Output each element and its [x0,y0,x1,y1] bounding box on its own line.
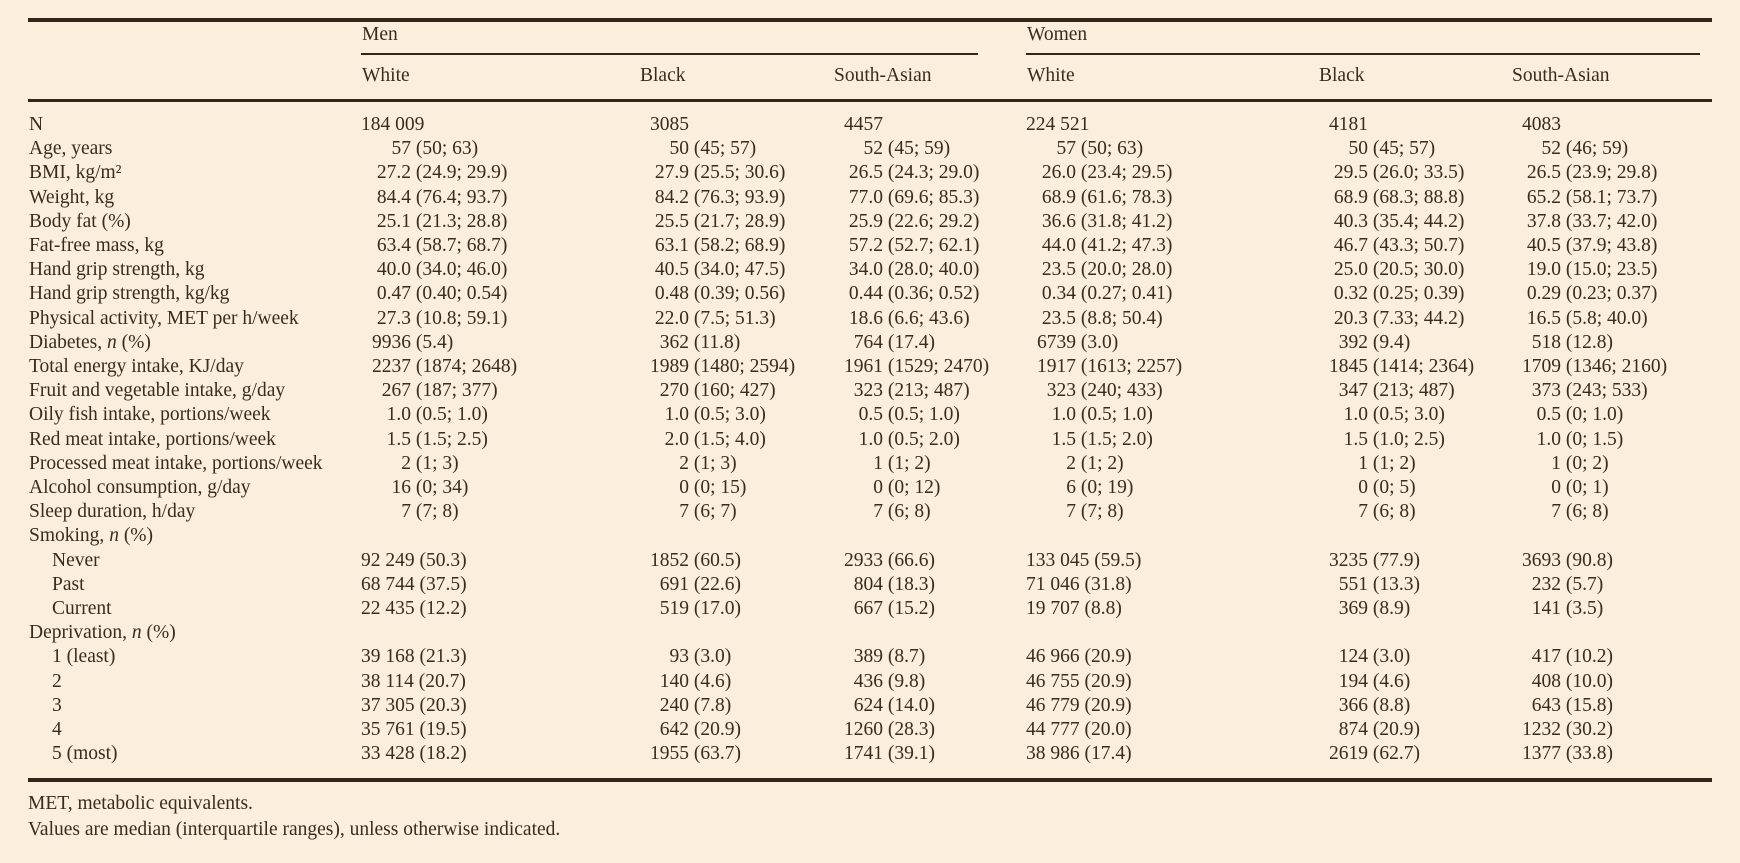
value-cell: 68 744 (37.5) [361,573,467,595]
value-cell: 2619 (62.7) [1329,743,1420,765]
column-header-men-white: White [361,55,639,101]
value-cell: 2933 (66.6) [844,549,935,571]
value-cell: 874 (20.9) [1338,719,1420,741]
value-cell: 27.3 (10.8; 59.1) [376,307,508,329]
value-cell: 44.0 (41.2; 47.3) [1041,235,1173,257]
value-cell: 1 (1; 2) [873,452,931,474]
value-cell: 25.0 (20.5; 30.0) [1333,259,1465,281]
value-cell: 0.47 (0.40; 0.54) [376,283,508,305]
table-row [28,742,1712,780]
value-cell: 1.5 (1.0; 2.5) [1343,428,1445,450]
value-cell: 551 (13.3) [1338,573,1420,595]
value-cell: 1.0 (0.5; 2.0) [858,428,960,450]
value-cell: 240 (7.8) [659,694,732,716]
table-row [28,500,1712,524]
row-label: Physical activity, MET per h/week [29,307,299,329]
value-cell: 0 (0; 12) [873,477,941,499]
column-header-women-south-asian: South-Asian [1511,55,1712,101]
baseline-characteristics-table [28,18,1712,782]
value-cell: 52 (45; 59) [863,138,951,160]
value-cell: 389 (8.7) [853,646,926,668]
group-header-men [361,20,1026,55]
table-row [28,597,1712,621]
value-cell: 184 009 [361,114,425,135]
table-row [28,718,1712,742]
table-row [28,234,1712,258]
value-cell: 9936 (5.4) [372,331,454,353]
column-header-women-black: Black [1318,55,1511,101]
value-cell [833,621,1026,645]
value-cell: 0.44 (0.36; 0.52) [848,283,980,305]
value-cell: 1.0 (0.5; 3.0) [664,404,766,426]
value-cell: 1.0 (0.5; 1.0) [1051,404,1153,426]
value-cell: 57 (50; 63) [1056,138,1144,160]
value-cell: 57.2 (52.7; 62.1) [848,235,980,257]
value-cell: 50 (45; 57) [1348,138,1436,160]
row-label: Smoking, n (%) [29,525,154,547]
value-cell: 7 (6; 8) [873,501,931,523]
value-cell: 7 (6; 7) [679,501,737,523]
value-cell: 1260 (28.3) [844,719,935,741]
value-cell: 68.9 (61.6; 78.3) [1041,186,1173,208]
value-cell: 3085 [650,114,689,135]
value-cell: 4457 [844,114,883,135]
value-cell: 40.5 (34.0; 47.5) [654,259,786,281]
value-cell: 624 (14.0) [853,694,935,716]
value-cell: 7 (6; 8) [1358,501,1416,523]
value-cell: 34.0 (28.0; 40.0) [848,259,980,281]
value-cell: 0 (0; 5) [1358,477,1416,499]
value-cell [1511,524,1712,548]
value-cell [833,524,1026,548]
value-cell: 63.1 (58.2; 68.9) [654,235,786,257]
value-cell: 26.5 (23.9; 29.8) [1526,162,1658,184]
value-cell: 37 305 (20.3) [361,694,467,716]
row-label: BMI, kg/m² [29,162,122,184]
value-cell: 0.5 (0.5; 1.0) [858,404,960,426]
value-cell: 133 045 (59.5) [1026,549,1142,571]
value-cell: 140 (4.6) [659,670,732,692]
value-cell: 667 (15.2) [853,598,935,620]
value-cell: 7 (7; 8) [401,501,459,523]
value-cell: 764 (17.4) [853,331,935,353]
value-cell [361,524,639,548]
value-cell: 46 755 (20.9) [1026,670,1132,692]
value-cell [639,524,833,548]
value-cell: 23.5 (8.8; 50.4) [1041,307,1163,329]
value-cell: 52 (46; 59) [1541,138,1629,160]
column-header-row [28,55,1712,101]
row-label: N [29,114,44,135]
value-cell: 2 (1; 2) [1066,452,1124,474]
value-cell: 1961 (1529; 2470) [844,356,990,378]
table-row [28,379,1712,403]
value-cell: 194 (4.6) [1338,670,1411,692]
value-cell: 77.0 (69.6; 85.3) [848,186,980,208]
footnotes [28,791,1712,843]
value-cell: 16 (0; 34) [391,477,469,499]
value-cell: 124 (3.0) [1338,646,1411,668]
table-row [28,331,1712,355]
value-cell: 19 707 (8.8) [1026,598,1122,620]
value-cell: 29.5 (26.0; 33.5) [1333,162,1465,184]
value-cell: 2237 (1874; 2648) [372,356,518,378]
value-cell [1318,524,1511,548]
value-cell: 1852 (60.5) [650,549,741,571]
value-cell: 642 (20.9) [659,719,741,741]
group-header-spacer [28,20,361,55]
value-cell: 267 (187; 377) [381,380,498,402]
table-row [28,452,1712,476]
table-row [28,307,1712,331]
row-label: 1 (least) [52,646,116,668]
row-label: 2 [52,670,62,692]
value-cell: 436 (9.8) [853,670,926,692]
value-cell: 1917 (1613; 2257) [1037,356,1183,378]
row-label: 5 (most) [52,743,118,765]
value-cell [1026,621,1318,645]
value-cell: 1377 (33.8) [1522,743,1613,765]
row-label: Alcohol consumption, g/day [29,477,251,499]
value-cell: 25.1 (21.3; 28.8) [376,210,508,232]
value-cell: 1.5 (1.5; 2.0) [1051,428,1153,450]
value-cell: 22.0 (7.5; 51.3) [654,307,776,329]
group-header-men-label: Men [361,24,978,55]
value-cell: 1.0 (0.5; 1.0) [386,404,488,426]
value-cell: 33 428 (18.2) [361,743,467,765]
value-cell: 1.0 (0.5; 3.0) [1343,404,1445,426]
value-cell: 0 (0; 15) [679,477,747,499]
table-row [28,524,1712,548]
group-header-women [1026,20,1712,55]
value-cell: 1989 (1480; 2594) [650,356,796,378]
value-cell: 369 (8.9) [1338,598,1411,620]
table-row [28,621,1712,645]
value-cell: 36.6 (31.8; 41.2) [1041,210,1173,232]
value-cell [639,621,833,645]
row-label: Hand grip strength, kg/kg [29,283,230,305]
value-cell: 643 (15.8) [1531,694,1613,716]
value-cell: 40.3 (35.4; 44.2) [1333,210,1465,232]
group-header-row [28,20,1712,55]
table-row [28,645,1712,669]
value-cell: 23.5 (20.0; 28.0) [1041,259,1173,281]
value-cell: 7 (7; 8) [1066,501,1124,523]
value-cell: 0.48 (0.39; 0.56) [654,283,786,305]
value-cell: 417 (10.2) [1531,646,1613,668]
column-header-men-black: Black [639,55,833,101]
group-header-women-label: Women [1026,24,1700,55]
table-row [28,428,1712,452]
value-cell: 25.5 (21.7; 28.9) [654,210,786,232]
value-cell: 1 (0; 2) [1551,452,1609,474]
value-cell: 84.2 (76.3; 93.9) [654,186,786,208]
value-cell: 1709 (1346; 2160) [1522,356,1668,378]
row-label: Fruit and vegetable intake, g/day [29,380,286,402]
row-label: Diabetes, n (%) [29,331,151,353]
value-cell: 40.5 (37.9; 43.8) [1526,235,1658,257]
value-cell: 65.2 (58.1; 73.7) [1526,186,1658,208]
value-cell: 6 (0; 19) [1066,477,1134,499]
table-row [28,355,1712,379]
value-cell: 84.4 (76.4; 93.7) [376,186,508,208]
value-cell [361,621,639,645]
value-cell: 44 777 (20.0) [1026,719,1132,741]
value-cell: 46 966 (20.9) [1026,646,1132,668]
row-label: Past [52,573,85,595]
table-row [28,573,1712,597]
column-header-women-white: White [1026,55,1318,101]
row-label: Red meat intake, portions/week [29,428,276,450]
value-cell: 57 (50; 63) [391,138,479,160]
value-cell: 518 (12.8) [1531,331,1613,353]
row-label: Sleep duration, h/day [29,501,196,523]
value-cell: 68.9 (68.3; 88.8) [1333,186,1465,208]
value-cell: 40.0 (34.0; 46.0) [376,259,508,281]
value-cell: 46 779 (20.9) [1026,694,1132,716]
table-row [28,670,1712,694]
value-cell: 270 (160; 427) [659,380,776,402]
value-cell: 16.5 (5.8; 40.0) [1526,307,1648,329]
value-cell: 50 (45; 57) [669,138,757,160]
value-cell: 362 (11.8) [659,331,741,353]
value-cell: 323 (213; 487) [853,380,970,402]
value-cell: 0.32 (0.25; 0.39) [1333,283,1465,305]
row-label: Processed meat intake, portions/week [29,452,323,474]
row-label: Deprivation, n (%) [29,622,176,644]
value-cell: 1.5 (1.5; 2.5) [386,428,488,450]
row-label: 4 [52,719,62,741]
value-cell: 0 (0; 1) [1551,477,1609,499]
value-cell: 0.29 (0.23; 0.37) [1526,283,1658,305]
table-row [28,476,1712,500]
footnote-abbreviation: MET, metabolic equivalents. [28,793,253,815]
value-cell: 37.8 (33.7; 42.0) [1526,210,1658,232]
value-cell: 1 (1; 2) [1358,452,1416,474]
row-label: Weight, kg [29,186,115,208]
table-row [28,137,1712,161]
table-row [28,282,1712,306]
value-cell: 93 (3.0) [669,646,732,668]
value-cell: 1232 (30.2) [1522,719,1613,741]
row-label: Hand grip strength, kg [29,259,205,281]
value-cell: 18.6 (6.6; 43.6) [848,307,970,329]
value-cell [1511,621,1712,645]
value-cell: 38 986 (17.4) [1026,743,1132,765]
value-cell: 19.0 (15.0; 23.5) [1526,259,1658,281]
value-cell [1318,621,1511,645]
value-cell: 35 761 (19.5) [361,719,467,741]
value-cell: 38 114 (20.7) [361,670,466,692]
row-label: Total energy intake, KJ/day [29,356,244,378]
value-cell: 63.4 (58.7; 68.7) [376,235,508,257]
value-cell: 7 (6; 8) [1551,501,1609,523]
value-cell: 20.3 (7.33; 44.2) [1333,307,1465,329]
table-row [28,403,1712,427]
value-cell: 347 (213; 487) [1338,380,1455,402]
value-cell: 71 046 (31.8) [1026,573,1132,595]
value-cell: 408 (10.0) [1531,670,1613,692]
value-cell: 392 (9.4) [1338,331,1411,353]
value-cell: 1955 (63.7) [650,743,741,765]
table-row [28,161,1712,185]
row-label: Fat-free mass, kg [29,235,164,257]
value-cell: 0.5 (0; 1.0) [1536,404,1624,426]
value-cell: 25.9 (22.6; 29.2) [848,210,980,232]
column-header-spacer [28,55,361,101]
row-label: 3 [52,694,62,716]
value-cell: 27.2 (24.9; 29.9) [376,162,508,184]
value-cell: 3235 (77.9) [1329,549,1420,571]
row-label: Age, years [29,138,113,160]
value-cell: 2 (1; 3) [401,452,459,474]
value-cell: 4181 [1329,114,1368,135]
value-cell: 141 (3.5) [1531,598,1604,620]
table-row [28,186,1712,210]
value-cell: 92 249 (50.3) [361,549,467,571]
value-cell: 323 (240; 433) [1046,380,1163,402]
value-cell: 2.0 (1.5; 4.0) [664,428,766,450]
value-cell: 22 435 (12.2) [361,598,467,620]
value-cell: 46.7 (43.3; 50.7) [1333,235,1465,257]
footnote-values: Values are median (interquartile ranges), unless otherwise indicated. [28,819,561,841]
value-cell: 224 521 [1026,114,1090,135]
value-cell: 1845 (1414; 2364) [1329,356,1475,378]
row-label: Body fat (%) [29,210,131,232]
value-cell: 39 168 (21.3) [361,646,467,668]
value-cell: 26.0 (23.4; 29.5) [1041,162,1173,184]
table-row [28,258,1712,282]
value-cell: 27.9 (25.5; 30.6) [654,162,786,184]
value-cell: 1.0 (0; 1.5) [1536,428,1624,450]
value-cell: 1741 (39.1) [844,743,935,765]
value-cell: 0.34 (0.27; 0.41) [1041,283,1173,305]
value-cell: 2 (1; 3) [679,452,737,474]
table-row [28,101,1712,138]
value-cell: 6739 (3.0) [1037,331,1119,353]
value-cell: 519 (17.0) [659,598,741,620]
value-cell: 691 (22.6) [659,573,741,595]
value-cell: 3693 (90.8) [1522,549,1613,571]
value-cell [1026,524,1318,548]
table-row [28,549,1712,573]
table-row [28,694,1712,718]
row-label: Current [52,598,112,620]
value-cell: 26.5 (24.3; 29.0) [848,162,980,184]
value-cell: 4083 [1522,114,1561,135]
row-label: Never [52,549,100,571]
table-row [28,210,1712,234]
value-cell: 804 (18.3) [853,573,935,595]
value-cell: 373 (243; 533) [1531,380,1648,402]
value-cell: 232 (5.7) [1531,573,1604,595]
value-cell: 366 (8.8) [1338,694,1411,716]
row-label: Oily fish intake, portions/week [29,404,271,426]
column-header-men-south-asian: South-Asian [833,55,1026,101]
